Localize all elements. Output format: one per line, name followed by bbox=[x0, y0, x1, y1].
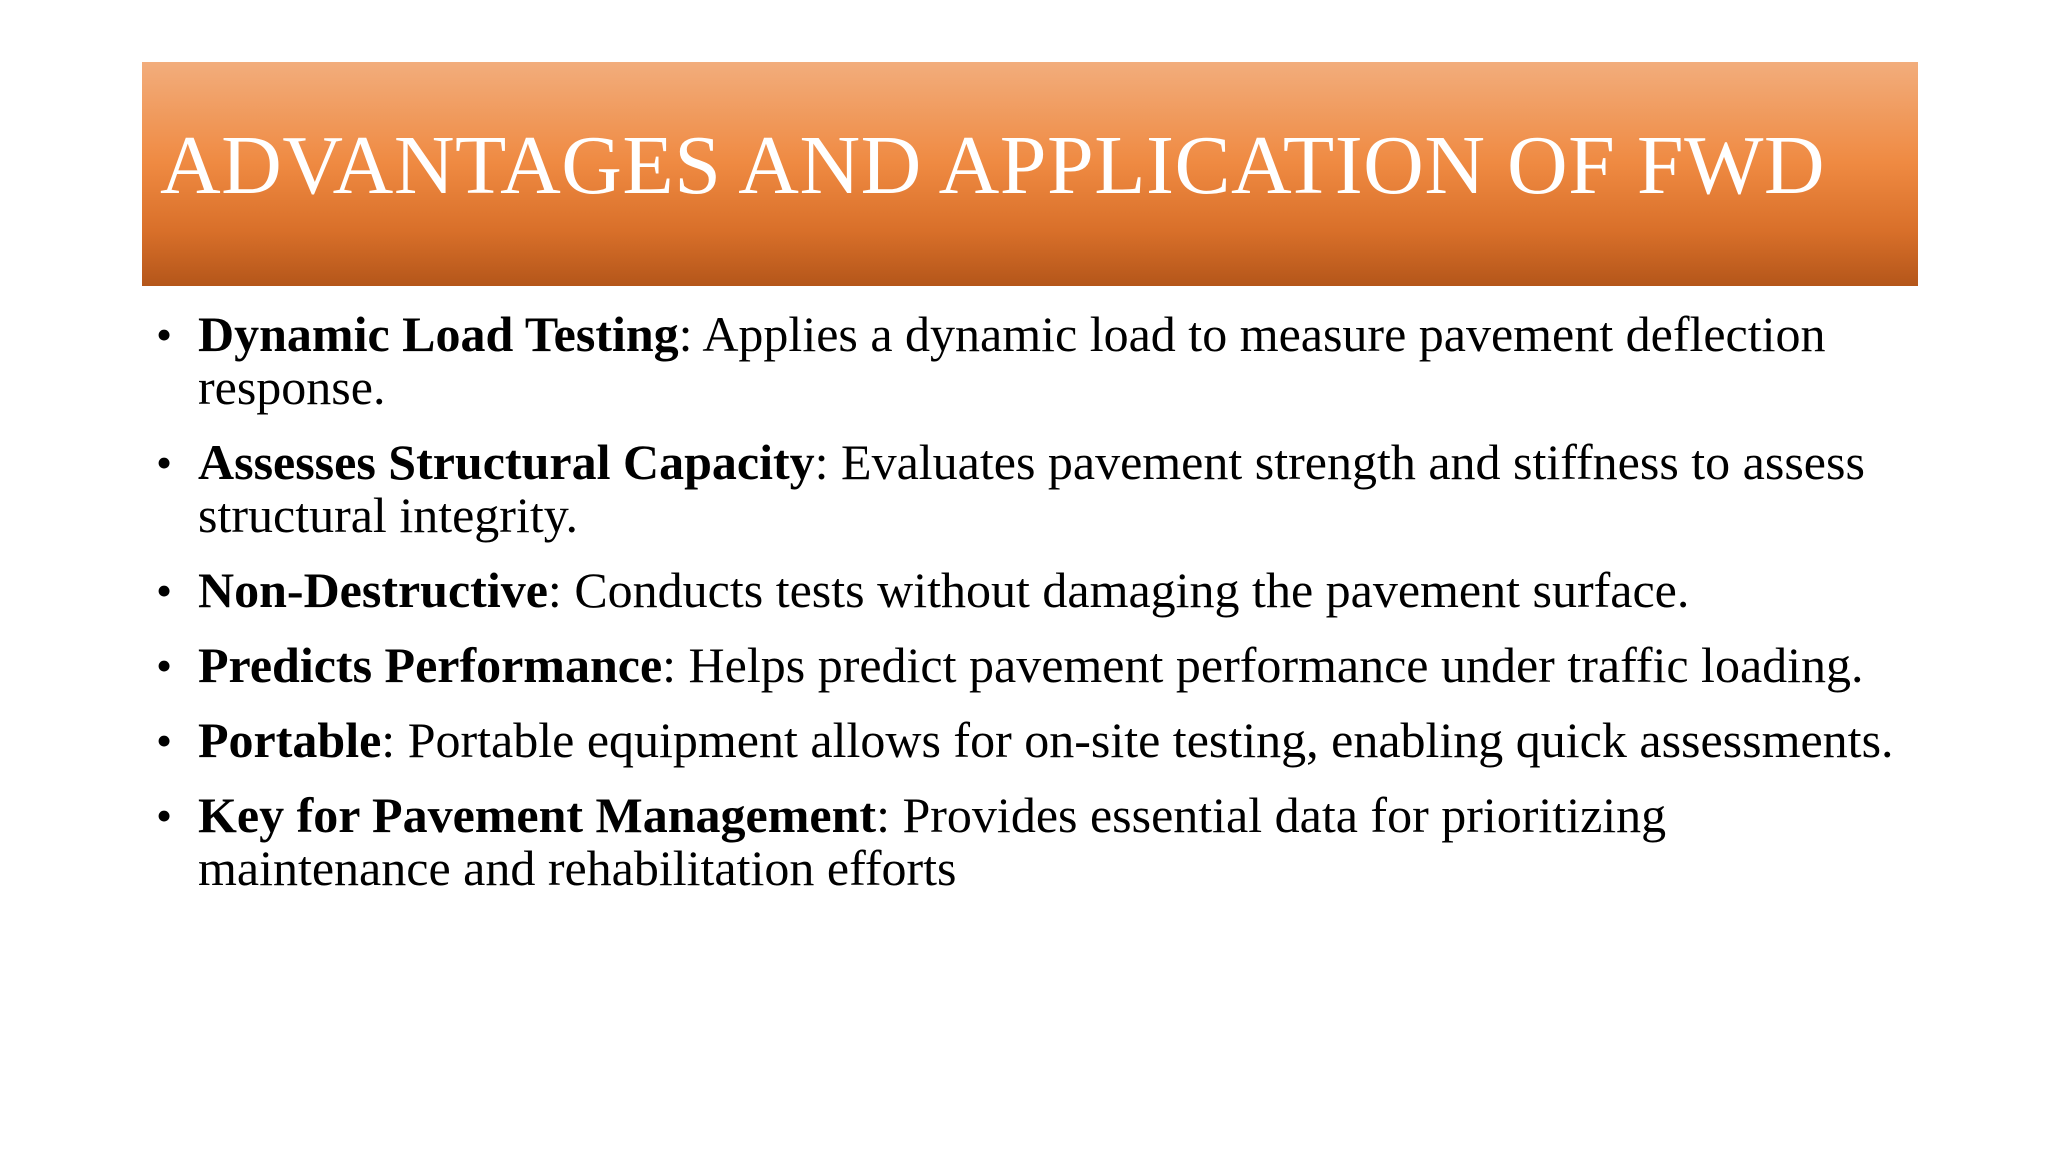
bullet-icon: • bbox=[156, 309, 173, 360]
bullet-icon: • bbox=[156, 565, 173, 616]
bullet-term: Portable bbox=[198, 712, 382, 768]
bullet-list bbox=[150, 308, 1930, 917]
list-item bbox=[150, 789, 1930, 895]
list-item bbox=[150, 436, 1930, 542]
bullet-term: Key for Pavement Management bbox=[198, 787, 877, 843]
bullet-description: Helps predict pavement performance under traffic loading. bbox=[688, 637, 1864, 693]
bullet-separator: : bbox=[547, 562, 575, 618]
bullet-separator: : bbox=[381, 712, 408, 768]
bullet-icon: • bbox=[156, 790, 173, 841]
bullet-separator: : bbox=[814, 434, 842, 490]
list-item bbox=[150, 564, 1930, 617]
bullet-description: Provides essential data for prioritizing maintenance and rehabilitation efforts bbox=[198, 787, 1667, 896]
bullet-separator: : bbox=[662, 637, 689, 693]
bullet-separator: : bbox=[678, 306, 703, 362]
bullet-icon: • bbox=[156, 715, 173, 766]
bullet-description: Conducts tests without damaging the pavement surface. bbox=[574, 562, 1690, 618]
slide-title: ADVANTAGES AND APPLICATION OF FWD bbox=[160, 119, 1826, 212]
bullet-icon: • bbox=[156, 640, 173, 691]
bullet-description: Portable equipment allows for on-site testing, enabling quick assessments. bbox=[407, 712, 1894, 768]
bullet-term: Predicts Performance bbox=[198, 637, 663, 693]
bullet-separator: : bbox=[876, 787, 903, 843]
bullet-term: Non-Destructive bbox=[198, 562, 548, 618]
list-item bbox=[150, 714, 1930, 767]
list-item bbox=[150, 308, 1930, 414]
bullet-description: Applies a dynamic load to measure pavement deflection response. bbox=[198, 306, 1826, 415]
title-banner bbox=[142, 62, 1918, 286]
bullet-term: Assesses Structural Capacity bbox=[198, 434, 815, 490]
list-item bbox=[150, 639, 1930, 692]
bullet-term: Dynamic Load Testing bbox=[198, 306, 679, 362]
bullet-icon: • bbox=[156, 437, 173, 488]
bullet-description: Evaluates pavement strength and stiffness to assess structural integrity. bbox=[198, 434, 1865, 543]
